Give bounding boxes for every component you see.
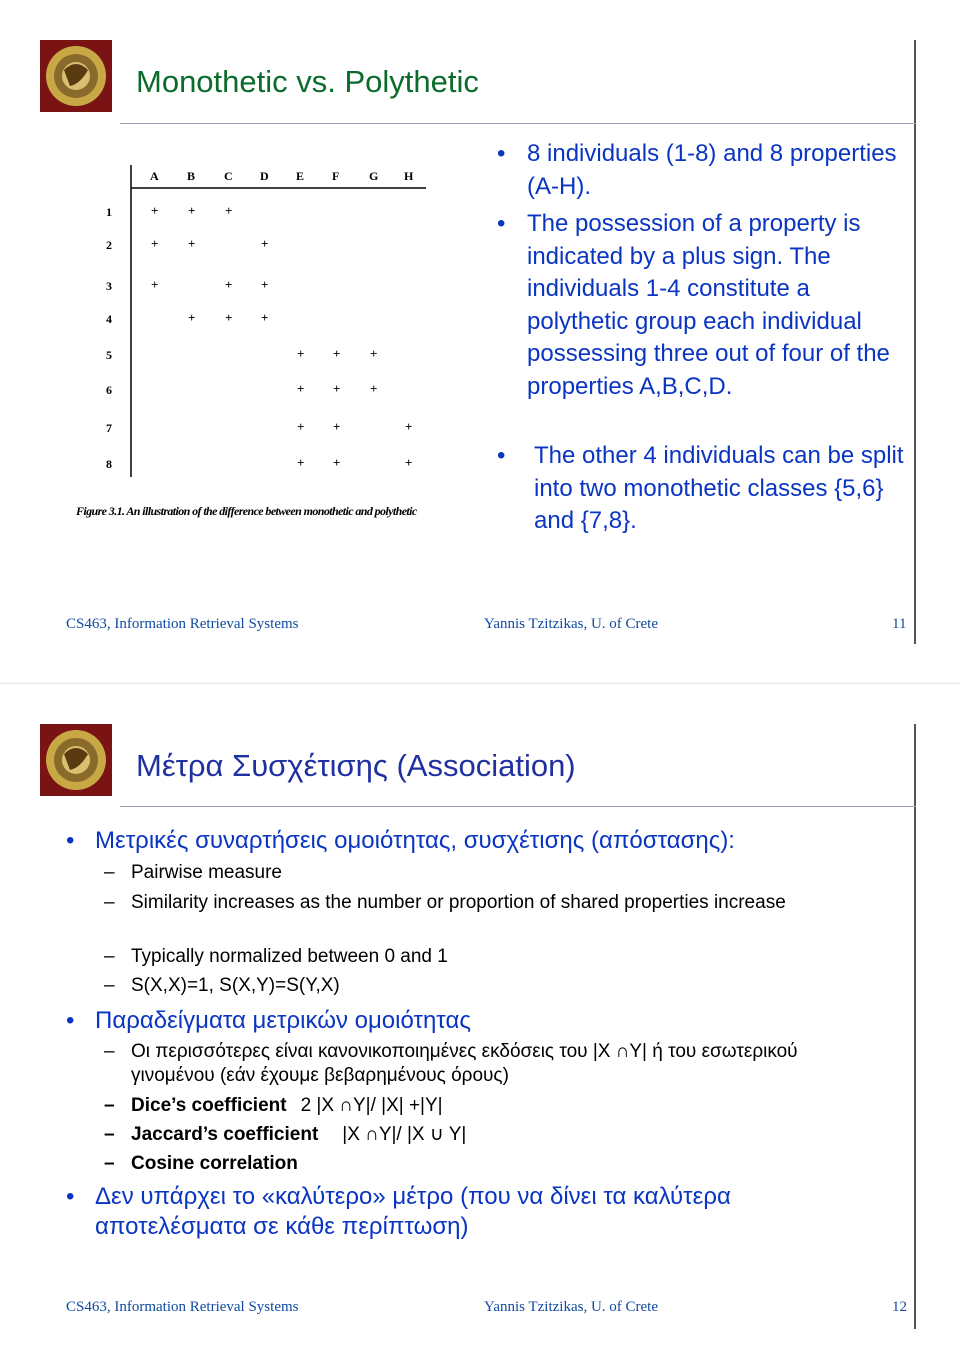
dash-icon: – bbox=[104, 946, 115, 967]
row-header: 1 bbox=[106, 205, 112, 219]
dash-icon: – bbox=[104, 1153, 115, 1174]
jaccard-formula: |X ∩Y|/ |X ∪ Y| bbox=[342, 1124, 467, 1145]
footer-author: Yannis Tzitzikas, U. of Crete bbox=[484, 1299, 659, 1315]
bullet-text: 8 individuals (1-8) and 8 properties (A-H). bbox=[527, 140, 897, 200]
footer-author: Yannis Tzitzikas, U. of Crete bbox=[484, 616, 659, 632]
plus-mark: + bbox=[188, 236, 196, 251]
jaccard-label: Jaccard’s coefficient bbox=[131, 1124, 319, 1145]
sub-item-text: Οι περισσότερες είναι κανονικοποιημένες εκδόσεις του |X ∩Y| ή του εσωτερικού γινομένου (εάν έχουμε βεβαρημένους όρους) bbox=[131, 1041, 798, 1086]
plus-mark: + bbox=[333, 381, 341, 396]
plus-mark: + bbox=[333, 419, 341, 434]
row-header: 4 bbox=[106, 312, 112, 326]
plus-mark: + bbox=[225, 310, 233, 325]
column-header: E bbox=[296, 169, 305, 183]
bullet-icon: • bbox=[66, 827, 75, 854]
cosine-label: Cosine correlation bbox=[131, 1153, 298, 1174]
page-number: 12 bbox=[892, 1299, 907, 1315]
row-header: 3 bbox=[106, 279, 112, 293]
dash-icon: – bbox=[104, 1041, 115, 1062]
plus-mark: + bbox=[188, 203, 196, 218]
university-of-crete-logo bbox=[40, 724, 112, 796]
title-underline bbox=[120, 806, 916, 807]
bullet-text: Δεν υπάρχει το «καλύτερο» μέτρο (που να δίνει τα καλύτερα αποτελέσματα σε κάθε περίπτωση) bbox=[95, 1183, 731, 1240]
plus-mark: + bbox=[261, 310, 269, 325]
plus-mark: + bbox=[297, 419, 305, 434]
page-number: 11 bbox=[892, 616, 907, 632]
bullet-icon: • bbox=[497, 140, 506, 167]
column-header: C bbox=[224, 169, 233, 183]
row-header: 7 bbox=[106, 421, 112, 435]
slide-title: Monothetic vs. Polythetic bbox=[136, 64, 479, 99]
right-border-line bbox=[914, 724, 916, 1329]
bullet-text: The possession of a property is indicated by a plus sign. The individuals 1-4 constitute a polythetic group each individual possessing three out of four of the properties A,B,C,D. bbox=[527, 210, 890, 400]
column-header: F bbox=[332, 169, 340, 183]
plus-mark: + bbox=[188, 310, 196, 325]
sub-item-text: Similarity increases as the number or proportion of shared properties increase bbox=[131, 892, 786, 913]
bullet-icon: • bbox=[497, 442, 506, 469]
dash-icon: – bbox=[104, 1095, 115, 1116]
figure-caption: Figure 3.1. An illustration of the difference between monothetic and polythetic bbox=[76, 504, 417, 518]
column-header: G bbox=[369, 169, 379, 183]
dice-formula: 2 |X ∩Y|/ |X| +|Y| bbox=[300, 1095, 443, 1116]
bullet-text: Μετρικές συναρτήσεις ομοιότητας, συσχέτισης (απόστασης): bbox=[95, 827, 735, 854]
plus-mark: + bbox=[333, 346, 341, 361]
bullet-icon: • bbox=[66, 1007, 75, 1034]
sub-item-text: Typically normalized between 0 and 1 bbox=[131, 946, 448, 967]
plus-mark: + bbox=[297, 381, 305, 396]
footer-course: CS463, Information Retrieval Systems bbox=[66, 1299, 299, 1315]
plus-mark: + bbox=[370, 381, 378, 396]
plus-mark: + bbox=[261, 236, 269, 251]
sub-item-text: S(X,X)=1, S(X,Y)=S(Y,X) bbox=[131, 975, 340, 996]
property-matrix-figure bbox=[70, 155, 470, 525]
plus-mark: + bbox=[225, 277, 233, 292]
bullet-icon: • bbox=[497, 210, 506, 237]
row-header: 5 bbox=[106, 348, 112, 362]
dash-icon: – bbox=[104, 1124, 115, 1145]
plus-mark: + bbox=[297, 346, 305, 361]
slide-title: Μέτρα Συσχέτισης (Association) bbox=[136, 748, 576, 783]
plus-mark: + bbox=[405, 455, 413, 470]
dash-icon: – bbox=[104, 975, 115, 996]
row-header: 2 bbox=[106, 238, 112, 252]
row-header: 6 bbox=[106, 383, 112, 397]
plus-mark: + bbox=[370, 346, 378, 361]
plus-mark: + bbox=[261, 277, 269, 292]
slide-12 bbox=[0, 684, 960, 1367]
dash-icon: – bbox=[104, 862, 115, 883]
plus-mark: + bbox=[297, 455, 305, 470]
title-underline bbox=[120, 123, 916, 124]
plus-mark: + bbox=[151, 277, 159, 292]
plus-mark: + bbox=[151, 236, 159, 251]
right-border-line bbox=[914, 40, 916, 644]
sub-item-text: Pairwise measure bbox=[131, 862, 282, 883]
bullet-text: The other 4 individuals can be split into two monothetic classes {5,6} and {7,8}. bbox=[534, 442, 904, 534]
dice-label: Dice’s coefficient bbox=[131, 1095, 287, 1116]
column-header: D bbox=[260, 169, 269, 183]
dash-icon: – bbox=[104, 892, 115, 913]
row-header: 8 bbox=[106, 457, 112, 471]
column-header: H bbox=[404, 169, 414, 183]
plus-mark: + bbox=[405, 419, 413, 434]
column-header: B bbox=[187, 169, 196, 183]
plus-mark: + bbox=[151, 203, 159, 218]
plus-mark: + bbox=[225, 203, 233, 218]
matrix-axes bbox=[70, 155, 470, 495]
footer-course: CS463, Information Retrieval Systems bbox=[66, 616, 299, 632]
bullet-icon: • bbox=[66, 1183, 75, 1210]
slide-11 bbox=[0, 0, 960, 683]
bullet-text: Παραδείγματα μετρικών ομοιότητας bbox=[95, 1007, 471, 1034]
plus-mark: + bbox=[333, 455, 341, 470]
university-of-crete-logo bbox=[40, 40, 112, 112]
column-header: A bbox=[150, 169, 159, 183]
